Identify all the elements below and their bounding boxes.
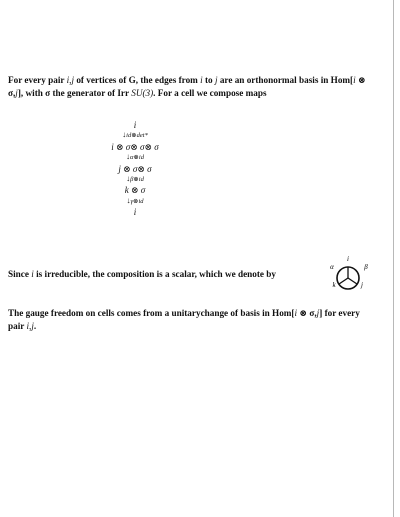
- diagram-arrow: [100, 152, 170, 163]
- diagram-arrow: [100, 174, 170, 185]
- paragraph-scalar: [8, 268, 308, 281]
- paragraph-edges-basis: [8, 74, 370, 99]
- math-variable: i,j: [66, 75, 75, 85]
- down-arrow-icon: ↓: [126, 195, 131, 205]
- text-run: of vertices of G, the edges from: [74, 75, 201, 85]
- math-variable: i: [294, 308, 298, 318]
- text-run: Since: [8, 269, 32, 279]
- math-variable: i: [31, 269, 34, 279]
- math-variable: i: [200, 75, 203, 85]
- diagram-arrow: [100, 130, 170, 141]
- arrow-label: id⊗det*: [126, 132, 148, 140]
- math-variable: j: [15, 87, 18, 98]
- text-run: to: [202, 75, 215, 85]
- text-run: For every pair: [8, 75, 67, 85]
- diagram-arrow: [100, 196, 170, 207]
- text-run: ], with σ the generator of Irr: [17, 87, 132, 98]
- scan-page-edge: [393, 0, 394, 517]
- vertex-label-top: i: [347, 255, 349, 263]
- text-run: The gauge freedom on cells comes from a unitarychange of basis in Hom[: [8, 308, 295, 318]
- arrow-label: β⊗id: [130, 176, 144, 184]
- math-variable: j: [316, 308, 320, 318]
- vertex-cell-icon: [324, 252, 374, 298]
- vertex-label-j: j: [361, 281, 363, 289]
- text-run: ⊗ σ,: [8, 75, 366, 98]
- diagram-object: j ⊗ σ⊗ σ: [118, 163, 152, 174]
- text-run: . For a cell we compose maps: [153, 87, 267, 98]
- text-run: are an orthonormal basis in Hom[: [217, 75, 354, 85]
- math-variable: j: [214, 75, 218, 85]
- diagram-object: i ⊗ σ⊗ σ⊗ σ: [111, 141, 159, 152]
- vertex-label-alpha: α: [330, 263, 334, 271]
- vertex-edge: [339, 278, 348, 284]
- down-arrow-icon: ↓: [126, 174, 131, 184]
- text-run: ] for every pair: [8, 308, 360, 331]
- arrow-label: α⊗id: [130, 154, 144, 162]
- vertex-label-beta: β: [364, 263, 368, 271]
- text-run: is irreducible, the composition is a scalar, which we denote by: [33, 269, 276, 279]
- diagram-object: k ⊗ σ: [124, 185, 146, 196]
- down-arrow-icon: ↓: [122, 130, 127, 140]
- math-variable: i,j: [26, 320, 34, 331]
- arrow-label: γ⊗id: [130, 197, 144, 205]
- composition-diagram: [100, 120, 170, 218]
- text-run: .: [33, 320, 37, 331]
- math-variable: SU(3): [131, 87, 154, 98]
- diagram-object: i: [133, 207, 137, 218]
- paragraph-gauge-freedom: [8, 307, 370, 332]
- vertex-edge: [348, 278, 357, 284]
- text-run: ⊗ σ,: [297, 308, 317, 318]
- math-variable: i: [353, 75, 356, 85]
- down-arrow-icon: ↓: [126, 152, 131, 162]
- vertex-label-k: k: [332, 281, 336, 289]
- diagram-object: i: [133, 120, 137, 130]
